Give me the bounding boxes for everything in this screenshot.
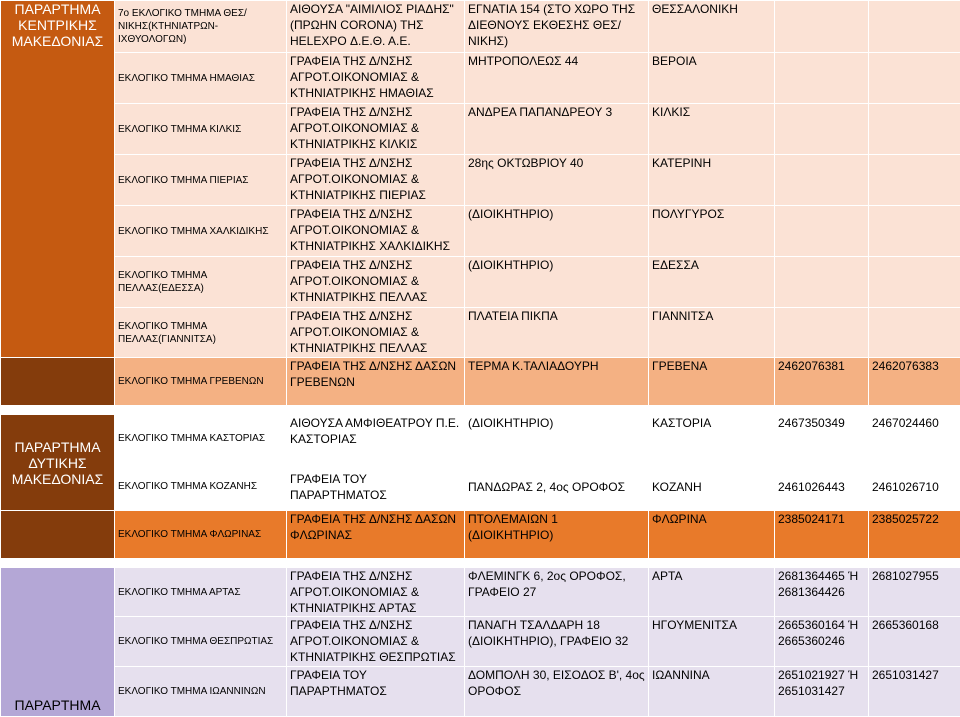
address-cell: 28ης ΟΚΤΩΒΡΙΟΥ 40 <box>465 155 649 206</box>
venue-cell: ΓΡΑΦΕΙΑ ΤΟΥ ΠΑΡΑΡΤΗΜΑΤΟΣ <box>287 667 465 717</box>
phone-cell: 2651021927 Ή 2651031427 <box>775 667 869 717</box>
dept-cell: ΕΚΛΟΓΙΚΟ ΤΜΗΜΑ ΑΡΤΑΣ <box>115 568 287 617</box>
venue-cell: ΓΡΑΦΕΙΑ ΤΗΣ Δ/ΝΣΗΣ ΑΓΡΟΤ.ΟΙΚΟΝΟΜΙΑΣ & ΚΤΗΝΙΑΤΡΙΚΗΣ ΑΡΤΑΣ <box>287 568 465 617</box>
region-western-macedonia: ΠΑΡΑΡΤΗΜΑ ΔΥΤΙΚΗΣ ΜΑΚΕΔΟΝΙΑΣ <box>1 415 115 511</box>
phone-cell <box>775 155 869 206</box>
phone-cell: 2681364465 Ή 2681364426 <box>775 568 869 617</box>
address-cell: (ΔΙΟΙΚΗΤΗΡΙΟ) <box>465 257 649 308</box>
dept-cell: ΕΚΛΟΓΙΚΟ ΤΜΗΜΑ ΙΩΑΝΝΙΝΩΝ <box>115 667 287 717</box>
dept-cell: ΕΚΛΟΓΙΚΟ ΤΜΗΜΑ ΧΑΛΚΙΔΙΚΗΣ <box>115 206 287 257</box>
region-spacer <box>1 358 115 406</box>
dept-cell: ΕΚΛΟΓΙΚΟ ΤΜΗΜΑ ΗΜΑΘΙΑΣ <box>115 53 287 104</box>
address-cell: ΑΝΔΡΕΑ ΠΑΠΑΝΔΡΕΟΥ 3 <box>465 104 649 155</box>
city-cell: ΚΙΛΚΙΣ <box>649 104 775 155</box>
venue-cell: ΓΡΑΦΕΙΑ ΤΗΣ Δ/ΝΣΗΣ ΑΓΡΟΤ.ΟΙΚΟΝΟΜΙΑΣ & ΚΤΗΝΙΑΤΡΙΚΗΣ ΠΕΛΛΑΣ <box>287 308 465 358</box>
address-cell: ΜΗΤΡΟΠΟΛΕΩΣ 44 <box>465 53 649 104</box>
dept-cell: ΕΚΛΟΓΙΚΟ ΤΜΗΜΑ ΚΑΣΤΟΡΙΑΣ <box>115 415 287 463</box>
phone-cell <box>775 308 869 358</box>
fax-cell <box>869 1 960 53</box>
city-cell: ΘΕΣΣΑΛΟΝΙΚΗ <box>649 1 775 53</box>
fax-cell <box>869 308 960 358</box>
phone-cell <box>775 104 869 155</box>
address-cell: ΠΑΝΔΩΡΑΣ 2, 4ος ΟΡΟΦΟΣ <box>465 463 649 511</box>
dept-cell: ΕΚΛΟΓΙΚΟ ΤΜΗΜΑ ΠΕΛΛΑΣ(ΓΙΑΝΝΙΤΣΑ) <box>115 308 287 358</box>
venue-cell: ΓΡΑΦΕΙΑ ΤΗΣ Δ/ΝΣΗΣ ΑΓΡΟΤ.ΟΙΚΟΝΟΜΙΑΣ & ΚΤΗΝΙΑΤΡΙΚΗΣ ΗΜΑΘΙΑΣ <box>287 53 465 104</box>
city-cell: ΚΟΖΑΝΗ <box>649 463 775 511</box>
dept-cell: ΕΚΛΟΓΙΚΟ ΤΜΗΜΑ ΘΕΣΠΡΩΤΙΑΣ <box>115 617 287 667</box>
phone-cell: 2665360164 Ή 2665360246 <box>775 617 869 667</box>
fax-cell: 2651031427 <box>869 667 960 717</box>
address-cell: (ΔΙΟΙΚΗΤΗΡΙΟ) <box>465 206 649 257</box>
venue-cell: ΓΡΑΦΕΙΑ ΤΗΣ Δ/ΝΣΗΣ ΑΓΡΟΤ.ΟΙΚΟΝΟΜΙΑΣ & ΚΤΗΝΙΑΤΡΙΚΗΣ ΠΕΛΛΑΣ <box>287 257 465 308</box>
phone-cell <box>775 257 869 308</box>
city-cell: ΑΡΤΑ <box>649 568 775 617</box>
region-central-macedonia: ΠΑΡΑΡΤΗΜΑ ΚΕΝΤΡΙΚΗΣ ΜΑΚΕΔΟΝΙΑΣ <box>1 1 115 358</box>
phone-cell <box>775 206 869 257</box>
venue-cell: ΓΡΑΦΕΙΑ ΤΗΣ Δ/ΝΣΗΣ ΑΓΡΟΤ.ΟΙΚΟΝΟΜΙΑΣ & ΚΤΗΝΙΑΤΡΙΚΗΣ ΚΙΛΚΙΣ <box>287 104 465 155</box>
address-cell: ΦΛΕΜΙΝΓΚ 6, 2ος ΟΡΟΦΟΣ, ΓΡΑΦΕΙΟ 27 <box>465 568 649 617</box>
city-cell: ΓΙΑΝΝΙΤΣΑ <box>649 308 775 358</box>
dept-cell: ΕΚΛΟΓΙΚΟ ΤΜΗΜΑ ΦΛΩΡΙΝΑΣ <box>115 511 287 559</box>
address-cell: ΠΛΑΤΕΙΑ ΠΙΚΠΑ <box>465 308 649 358</box>
dept-cell: 7ο ΕΚΛΟΓΙΚΟ ΤΜΗΜΑ ΘΕΣ/ΝΙΚΗΣ(ΚΤΗΝΙΑΤΡΩΝ-ΙΧΘΥΟΛΟΓΩΝ) <box>115 1 287 53</box>
city-cell: ΦΛΩΡΙΝΑ <box>649 511 775 559</box>
fax-cell: 2385025722 <box>869 511 960 559</box>
address-cell: ΠΤΟΛΕΜΑΙΩΝ 1 (ΔΙΟΙΚΗΤΗΡΙΟ) <box>465 511 649 559</box>
dept-cell: ΕΚΛΟΓΙΚΟ ΤΜΗΜΑ ΓΡΕΒΕΝΩΝ <box>115 358 287 406</box>
fax-cell <box>869 155 960 206</box>
city-cell: ΓΡΕΒΕΝΑ <box>649 358 775 406</box>
phone-cell: 2385024171 <box>775 511 869 559</box>
dept-cell: ΕΚΛΟΓΙΚΟ ΤΜΗΜΑ ΚΙΛΚΙΣ <box>115 104 287 155</box>
venue-cell: ΓΡΑΦΕΙΑ ΤΗΣ Δ/ΝΣΗΣ ΔΑΣΩΝ ΦΛΩΡΙΝΑΣ <box>287 511 465 559</box>
region-spacer <box>1 511 115 559</box>
fax-cell <box>869 257 960 308</box>
city-cell: ΕΔΕΣΣΑ <box>649 257 775 308</box>
address-cell: ΔΟΜΠΟΛΗ 30, ΕΙΣΟΔΟΣ Β', 4ος ΟΡΟΦΟΣ <box>465 667 649 717</box>
city-cell: ΗΓΟΥΜΕΝΙΤΣΑ <box>649 617 775 667</box>
fax-cell: 2467024460 <box>869 415 960 463</box>
venue-cell: ΓΡΑΦΕΙΑ ΤΗΣ Δ/ΝΣΗΣ ΑΓΡΟΤ.ΟΙΚΟΝΟΜΙΑΣ & ΚΤΗΝΙΑΤΡΙΚΗΣ ΘΕΣΠΡΩΤΙΑΣ <box>287 617 465 667</box>
phone-cell <box>775 53 869 104</box>
address-cell: ΠΑΝΑΓΗ ΤΣΑΛΔΑΡΗ 18 (ΔΙΟΙΚΗΤΗΡΙΟ), ΓΡΑΦΕΙΟ 32 <box>465 617 649 667</box>
fax-cell <box>869 53 960 104</box>
region-epirus: ΠΑΡΑΡΤΗΜΑ <box>1 568 115 717</box>
venue-cell: ΓΡΑΦΕΙΑ ΤΗΣ Δ/ΝΣΗΣ ΑΓΡΟΤ.ΟΙΚΟΝΟΜΙΑΣ & ΚΤΗΝΙΑΤΡΙΚΗΣ ΧΑΛΚΙΔΙΚΗΣ <box>287 206 465 257</box>
venue-cell: ΑΙΘΟΥΣΑ "ΑΙΜΙΛΙΟΣ ΡΙΑΔΗΣ" (ΠΡΩΗΝ CORONA) ΤΗΣ HELEXPO Δ.Ε.Θ. Α.Ε. <box>287 1 465 53</box>
fax-cell: 2462076383 <box>869 358 960 406</box>
address-cell: ΕΓΝΑΤΙΑ 154 (ΣΤΟ ΧΩΡΟ ΤΗΣ ΔΙΕΘΝΟΥΣ ΕΚΘΕΣΗΣ ΘΕΣ/ΝΙΚΗΣ) <box>465 1 649 53</box>
city-cell: ΙΩΑΝΝΙΝΑ <box>649 667 775 717</box>
venue-cell: ΓΡΑΦΕΙΑ ΤΗΣ Δ/ΝΣΗΣ ΑΓΡΟΤ.ΟΙΚΟΝΟΜΙΑΣ & ΚΤΗΝΙΑΤΡΙΚΗΣ ΠΙΕΡΙΑΣ <box>287 155 465 206</box>
fax-cell <box>869 104 960 155</box>
dept-cell: ΕΚΛΟΓΙΚΟ ΤΜΗΜΑ ΠΕΛΛΑΣ(ΕΔΕΣΣΑ) <box>115 257 287 308</box>
fax-cell: 2665360168 <box>869 617 960 667</box>
dept-cell: ΕΚΛΟΓΙΚΟ ΤΜΗΜΑ ΚΟΖΑΝΗΣ <box>115 463 287 511</box>
fax-cell: 2461026710 <box>869 463 960 511</box>
address-cell: ΤΕΡΜΑ Κ.ΤΑΛΙΑΔΟΥΡΗ <box>465 358 649 406</box>
phone-cell: 2461026443 <box>775 463 869 511</box>
phone-cell: 2462076381 <box>775 358 869 406</box>
phone-cell: 2467350349 <box>775 415 869 463</box>
fax-cell: 2681027955 <box>869 568 960 617</box>
fax-cell <box>869 206 960 257</box>
city-cell: ΒΕΡΟΙΑ <box>649 53 775 104</box>
city-cell: ΠΟΛΥΓΥΡΟΣ <box>649 206 775 257</box>
dept-cell: ΕΚΛΟΓΙΚΟ ΤΜΗΜΑ ΠΙΕΡΙΑΣ <box>115 155 287 206</box>
venue-cell: ΑΙΘΟΥΣΑ ΑΜΦΙΘΕΑΤΡΟΥ Π.Ε. ΚΑΣΤΟΡΙΑΣ <box>287 415 465 463</box>
venue-cell: ΓΡΑΦΕΙΑ ΤΟΥ ΠΑΡΑΡΤΗΜΑΤΟΣ <box>287 463 465 511</box>
city-cell: ΚΑΤΕΡΙΝΗ <box>649 155 775 206</box>
phone-cell <box>775 1 869 53</box>
venue-cell: ΓΡΑΦΕΙΑ ΤΗΣ Δ/ΝΣΗΣ ΔΑΣΩΝ ΓΡΕΒΕΝΩΝ <box>287 358 465 406</box>
city-cell: ΚΑΣΤΟΡΙΑ <box>649 415 775 463</box>
address-cell: (ΔΙΟΙΚΗΤΗΡΙΟ) <box>465 415 649 463</box>
